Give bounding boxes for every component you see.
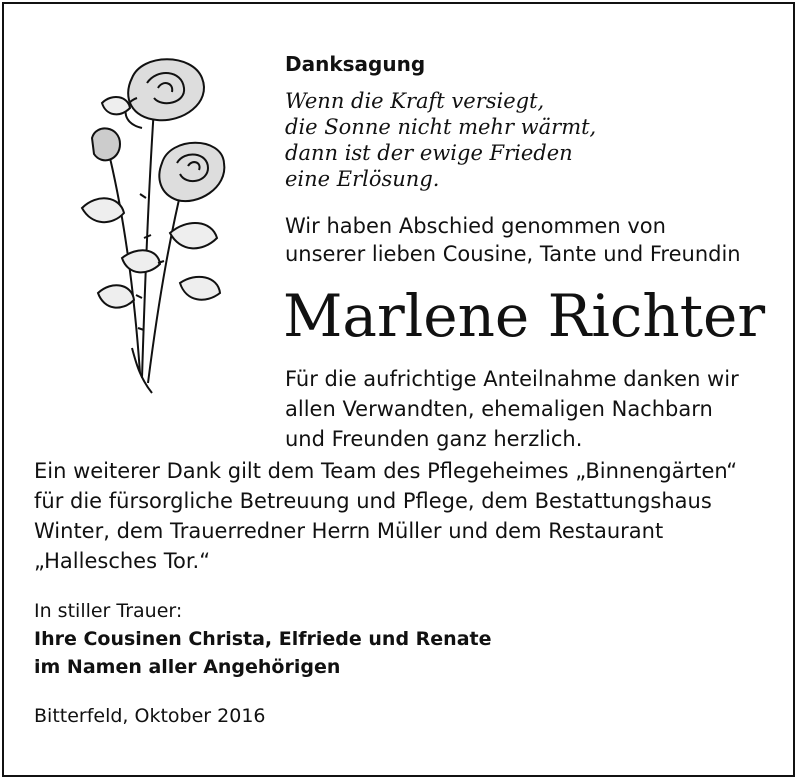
farewell-line: Wir haben Abschied genommen von bbox=[285, 214, 666, 238]
additional-thanks-line: für die fürsorgliche Betreuung und Pflege, dem Bestattungshaus bbox=[34, 489, 712, 513]
additional-thanks-line: „Hallesches Tor.“ bbox=[34, 549, 211, 573]
thanks-line: allen Verwandten, ehemaligen Nachbarn bbox=[285, 397, 713, 421]
place-date: Bitterfeld, Oktober 2016 bbox=[34, 705, 266, 727]
thanks-line: und Freunden ganz herzlich. bbox=[285, 427, 583, 451]
farewell-line: unserer lieben Cousine, Tante und Freundin bbox=[285, 242, 741, 266]
mourning-signature bbox=[34, 597, 492, 681]
thanks-text bbox=[285, 364, 739, 454]
mourning-family: Ihre Cousinen Christa, Elfriede und Renate bbox=[34, 628, 492, 650]
poem-line: eine Erlösung. bbox=[285, 167, 440, 191]
poem-line: Wenn die Kraft versiegt, bbox=[285, 89, 545, 113]
poem bbox=[285, 88, 596, 192]
heading-danksagung: Danksagung bbox=[285, 52, 426, 76]
thanks-line: Für die aufrichtige Anteilnahme danken wir bbox=[285, 367, 739, 391]
mourning-intro: In stiller Trauer: bbox=[34, 600, 183, 622]
additional-thanks-line: Ein weiterer Dank gilt dem Team des Pflegeheimes „Binnengärten“ bbox=[34, 459, 738, 483]
additional-thanks bbox=[34, 456, 737, 576]
farewell-text bbox=[285, 212, 741, 268]
poem-line: die Sonne nicht mehr wärmt, bbox=[285, 115, 597, 139]
deceased-name: Marlene Richter bbox=[283, 282, 766, 350]
poem-line: dann ist der ewige Frieden bbox=[285, 141, 573, 165]
mourning-relatives: im Namen aller Angehörigen bbox=[34, 656, 341, 678]
roses-icon bbox=[62, 48, 237, 403]
additional-thanks-line: Winter, dem Trauerredner Herrn Müller und dem Restaurant bbox=[34, 519, 664, 543]
